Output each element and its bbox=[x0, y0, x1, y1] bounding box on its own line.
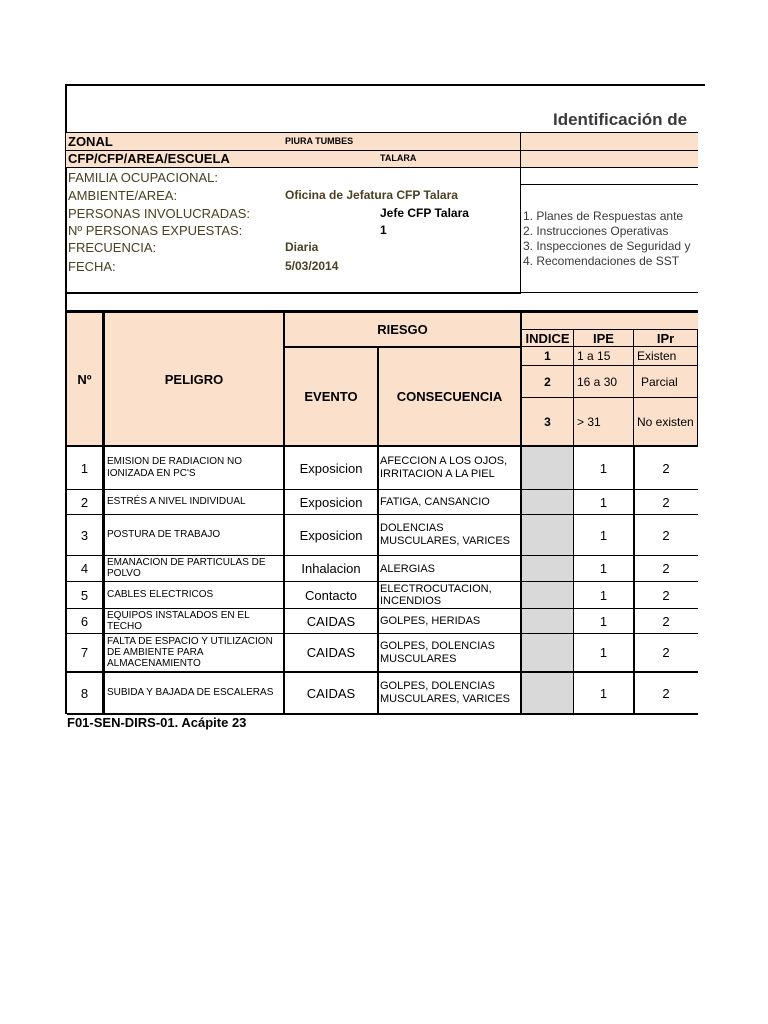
ambiente-value: Oficina de Jefatura CFP Talara bbox=[285, 188, 458, 202]
row-ipe: 1 bbox=[599, 685, 608, 701]
row-divider bbox=[66, 292, 521, 294]
row-ipe: 1 bbox=[599, 613, 608, 629]
legend-line bbox=[633, 329, 634, 446]
row-number: 3 bbox=[80, 527, 89, 543]
row-divider bbox=[521, 184, 698, 185]
row-ipr: 2 bbox=[662, 561, 670, 576]
fecha-value: 5/03/2014 bbox=[285, 259, 339, 273]
legend-ipe: 16 a 30 bbox=[577, 374, 618, 389]
row-peligro: FALTA DE ESPACIO Y UTILIZACION DE AMBIENTE PARA ALMACENAMIENTO bbox=[107, 635, 273, 669]
row-peligro: ESTRÉS A NIVEL INDIVIDUAL bbox=[107, 496, 246, 507]
expuestas-label: Nº PERSONAS EXPUESTAS: bbox=[68, 223, 243, 238]
row-evento: Exposicion bbox=[299, 527, 363, 543]
row-ipe: 1 bbox=[599, 527, 608, 543]
row-ipr: 2 bbox=[662, 685, 670, 701]
row-evento: Exposicion bbox=[299, 494, 363, 510]
header-indice: INDICE bbox=[525, 330, 570, 346]
page-title: Identificación de bbox=[553, 110, 688, 129]
control-item: 1. Planes de Respuestas ante bbox=[523, 209, 684, 223]
row-ipr: 2 bbox=[662, 645, 670, 660]
fecha-label: FECHA: bbox=[68, 259, 116, 274]
header-riesgo: RIESGO bbox=[377, 322, 428, 337]
row-ipe: 1 bbox=[599, 460, 608, 476]
row-consecuencia: ALERGIAS bbox=[380, 562, 436, 575]
row-peligro: SUBIDA Y BAJADA DE ESCALERAS bbox=[107, 687, 274, 698]
row-number: 4 bbox=[80, 561, 89, 576]
legend-line bbox=[697, 329, 698, 446]
row-evento: Exposicion bbox=[299, 460, 363, 476]
legend-ipe: > 31 bbox=[577, 414, 601, 429]
row-divider bbox=[66, 167, 698, 168]
legend-indice: 3 bbox=[544, 414, 551, 429]
legend-ipr: No existen bbox=[637, 414, 694, 429]
row-evento: CAIDAS bbox=[306, 645, 356, 660]
row-consecuencia: ELECTROCUTACION, INCENDIOS bbox=[380, 582, 492, 607]
row-divider bbox=[66, 132, 698, 133]
row-evento: CAIDAS bbox=[306, 613, 356, 629]
row-evento: Contacto bbox=[304, 587, 358, 603]
row-consecuencia: GOLPES, DOLENCIAS MUSCULARES bbox=[380, 639, 495, 665]
form-code: F01-SEN-DIRS-01. Acápite 23 bbox=[67, 715, 247, 730]
legend-indice: 2 bbox=[544, 374, 551, 389]
row-number: 8 bbox=[80, 685, 89, 701]
zonal-label: ZONAL bbox=[68, 134, 113, 149]
legend-ipr: Existen bbox=[637, 349, 677, 363]
row-peligro: EMANACION DE PARTICULAS DE POLVO bbox=[107, 557, 266, 579]
frecuencia-label: FRECUENCIA: bbox=[68, 240, 157, 255]
row-peligro: CABLES ELECTRICOS bbox=[107, 589, 214, 600]
cfp-value: TALARA bbox=[380, 153, 417, 163]
control-item: 3. Inspecciones de Seguridad y bbox=[523, 239, 691, 253]
row-number: 6 bbox=[80, 613, 89, 629]
ambiente-label: AMBIENTE/AREA: bbox=[68, 188, 178, 203]
row-peligro: EQUIPOS INSTALADOS EN EL TECHO bbox=[107, 609, 250, 632]
row-ipr: 2 bbox=[662, 587, 670, 603]
header-ipr: IPr bbox=[656, 330, 675, 346]
personas-value: Jefe CFP Talara bbox=[380, 206, 469, 220]
legend-ipr: Parcial bbox=[641, 374, 678, 389]
row-ipr: 2 bbox=[662, 527, 670, 543]
header-ipe: IPE bbox=[593, 330, 614, 346]
row-ipr: 2 bbox=[662, 613, 670, 629]
row-ipe: 1 bbox=[599, 494, 608, 510]
familia-label: FAMILIA OCUPACIONAL: bbox=[68, 170, 219, 185]
row-ipr: 2 bbox=[662, 494, 670, 510]
row-number: 5 bbox=[80, 587, 89, 603]
row-ipe: 1 bbox=[599, 561, 608, 576]
row-ipe: 1 bbox=[599, 587, 608, 603]
row-evento: CAIDAS bbox=[306, 685, 356, 701]
row-divider bbox=[521, 292, 698, 293]
header-consecuencia: CONSECUENCIA bbox=[396, 389, 503, 404]
legend-line bbox=[573, 329, 574, 446]
row-number: 1 bbox=[80, 460, 89, 476]
row-evento: Inhalacion bbox=[301, 561, 361, 576]
frecuencia-value: Diaria bbox=[285, 240, 319, 254]
header-no: Nº bbox=[77, 371, 92, 387]
row-consecuencia: GOLPES, DOLENCIAS MUSCULARES, VARICES bbox=[380, 680, 510, 705]
row-consecuencia: FATIGA, CANSANCIO bbox=[380, 495, 490, 508]
row-number: 2 bbox=[80, 494, 89, 510]
row-consecuencia: GOLPES, HERIDAS bbox=[380, 615, 481, 627]
legend-ipe: 1 a 15 bbox=[577, 349, 611, 363]
row-ipr: 2 bbox=[662, 460, 670, 476]
row-number: 7 bbox=[80, 645, 89, 660]
row-peligro: EMISION DE RADIACION NO IONIZADA EN PC'S bbox=[107, 456, 243, 479]
row-consecuencia: AFECCION A LOS OJOS, IRRITACION A LA PIEL bbox=[380, 455, 508, 480]
zonal-value: PIURA TUMBES bbox=[285, 136, 354, 146]
row-consecuencia: DOLENCIAS MUSCULARES, VARICES bbox=[380, 522, 510, 547]
header-peligro: PELIGRO bbox=[164, 371, 224, 387]
control-item: 4. Recomendaciones de SST bbox=[523, 254, 680, 268]
row-peligro: POSTURA DE TRABAJO bbox=[107, 529, 221, 540]
control-item: 2. Instrucciones Operativas bbox=[523, 224, 669, 238]
cfp-label: CFP/CFP/AREA/ESCUELA bbox=[68, 151, 230, 166]
expuestas-value: 1 bbox=[380, 223, 387, 237]
row-ipe: 1 bbox=[599, 645, 608, 660]
personas-label: PERSONAS INVOLUCRADAS: bbox=[68, 206, 251, 221]
column-divider bbox=[520, 133, 521, 293]
legend-indice: 1 bbox=[544, 349, 551, 363]
header-evento: EVENTO bbox=[304, 389, 358, 404]
